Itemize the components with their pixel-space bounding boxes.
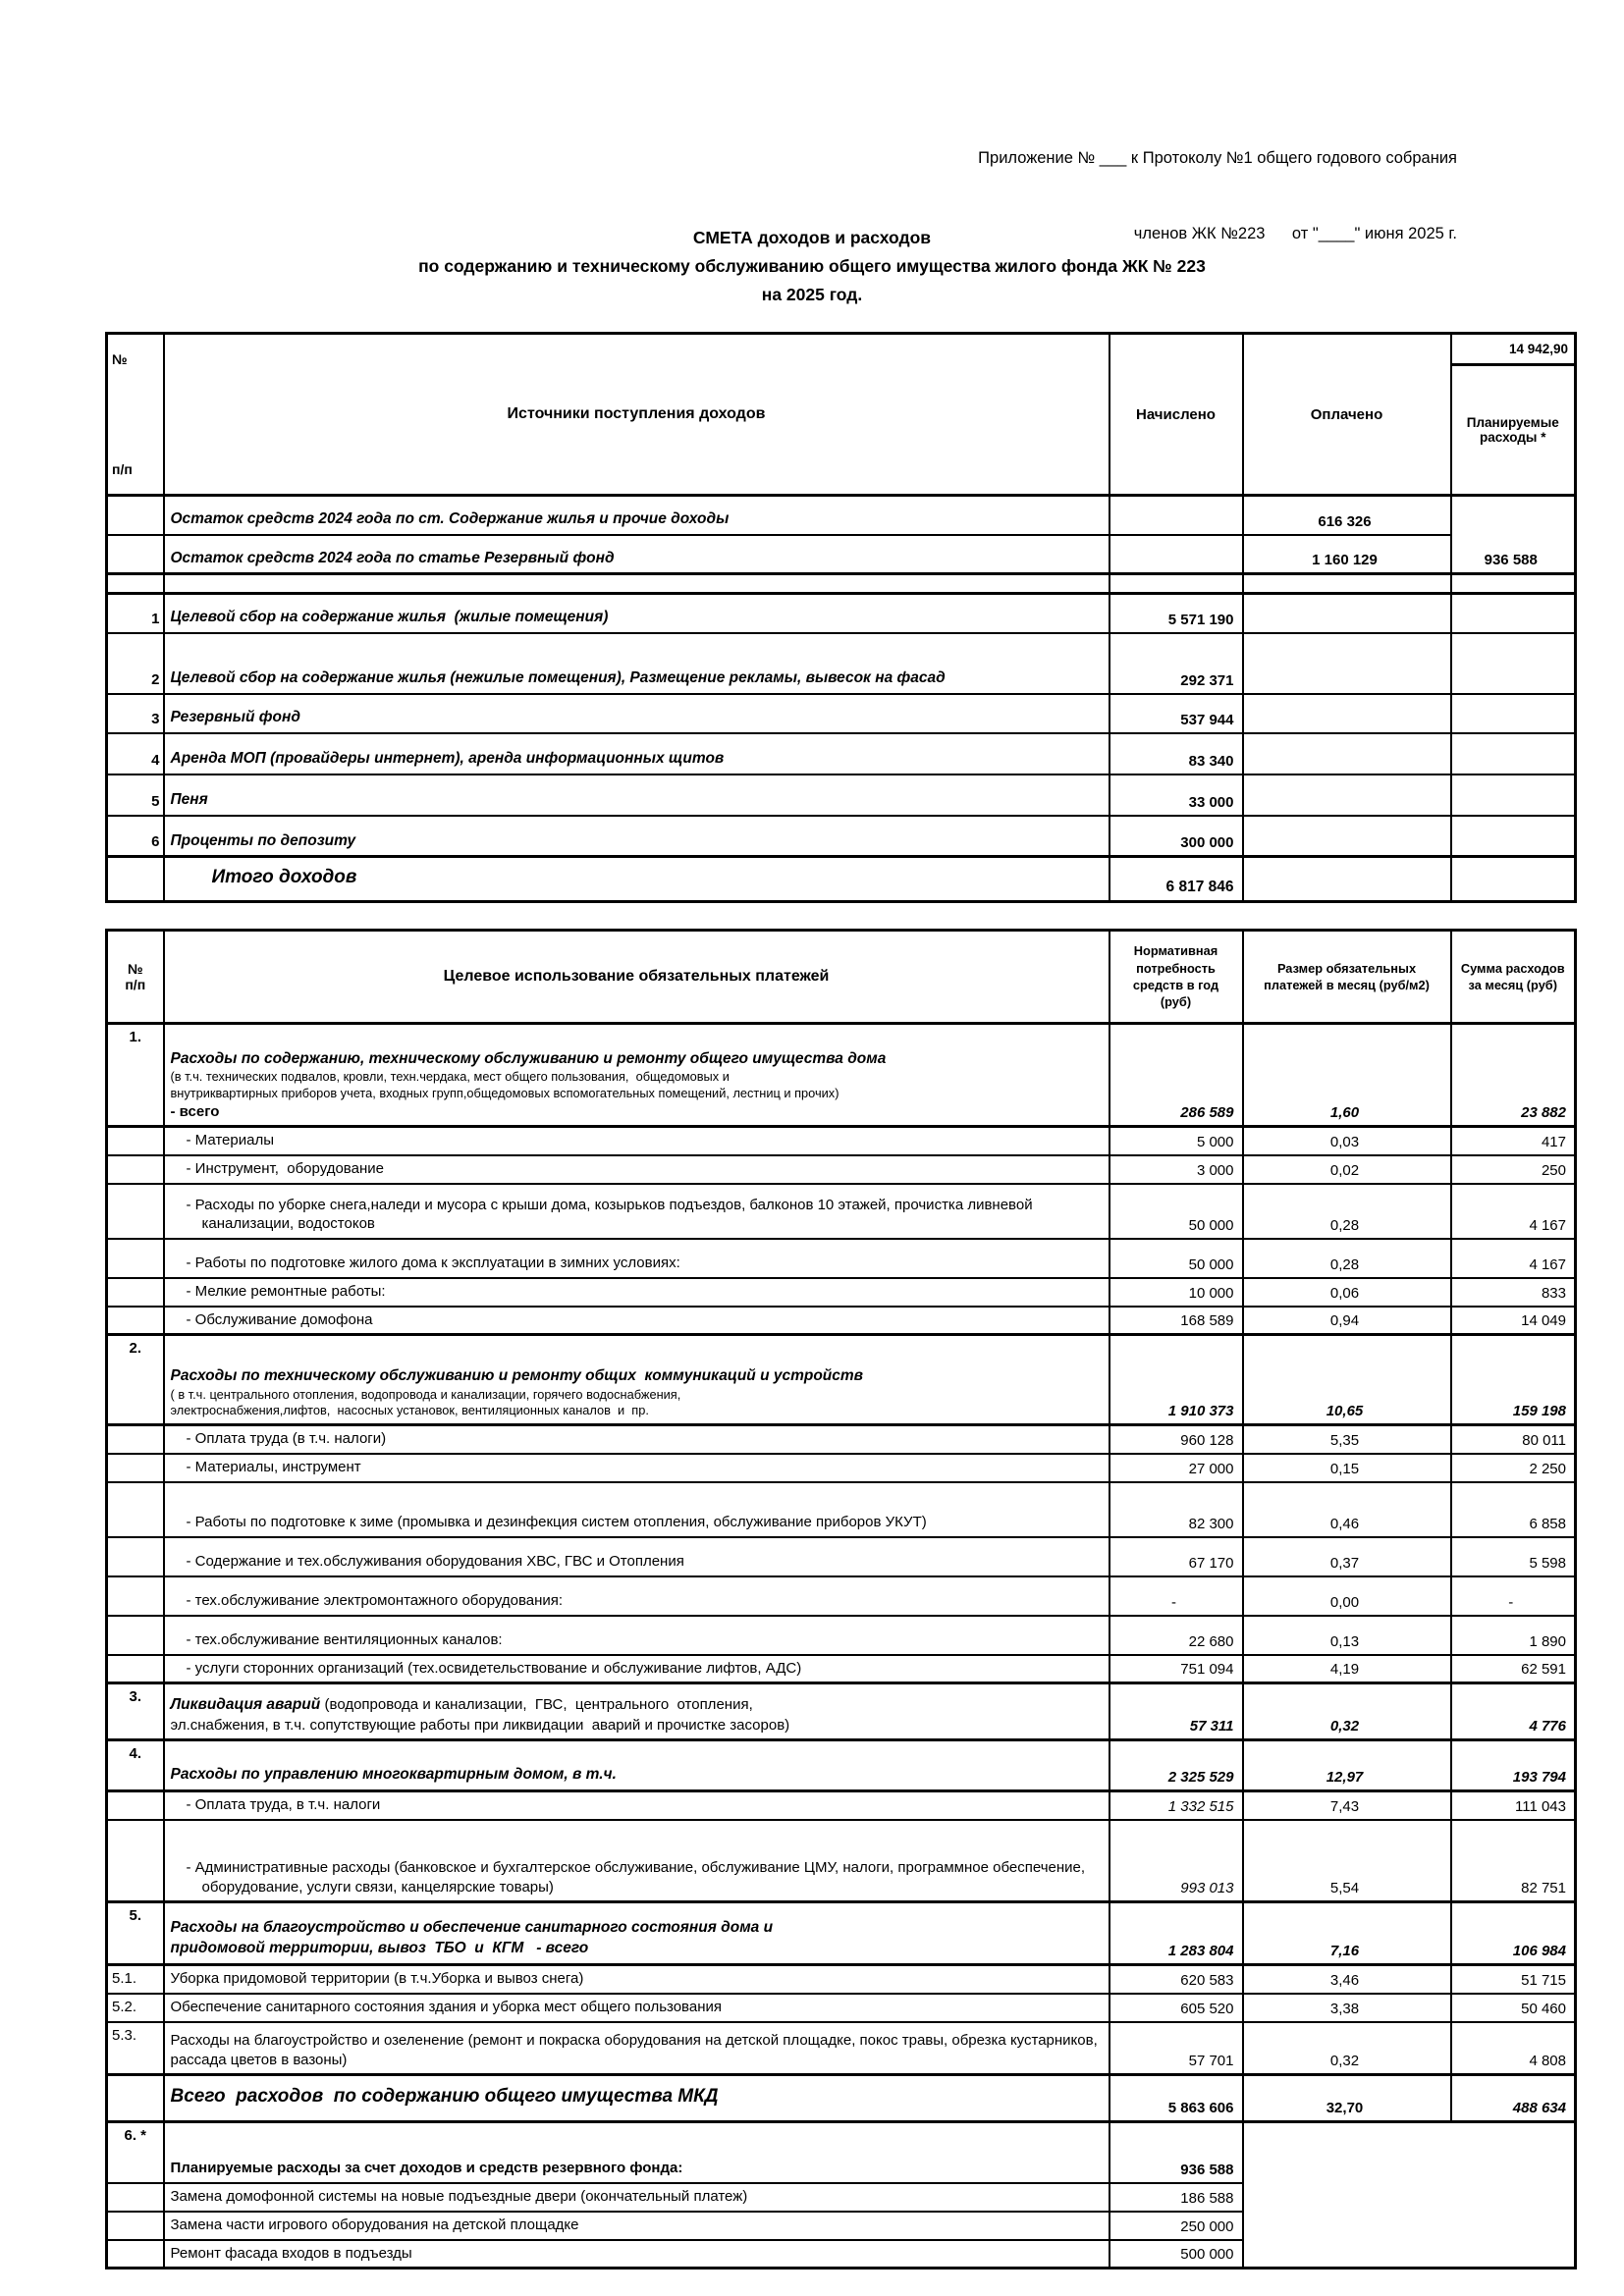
cell xyxy=(107,2212,164,2240)
expense-table-body xyxy=(107,1024,1576,2269)
income-row-4 xyxy=(107,733,1576,774)
cell xyxy=(1451,733,1576,774)
cell xyxy=(1110,535,1243,574)
cell xyxy=(1243,694,1451,733)
cell xyxy=(1110,496,1243,535)
cell: Целевой сбор на содержание жилья (нежилые помещения), Размещение рекламы, вывесок на фасад xyxy=(164,633,1110,694)
income-col-paid-header: Оплачено xyxy=(1243,334,1451,496)
cell: 936 588 xyxy=(1451,496,1576,574)
cell xyxy=(107,535,164,574)
cell xyxy=(1451,857,1576,902)
cell: 1 890 xyxy=(1451,1616,1576,1655)
cell xyxy=(107,1537,164,1576)
cell: 417 xyxy=(1451,1127,1576,1155)
table-row xyxy=(107,1454,1576,1482)
cell: 1 xyxy=(107,594,164,633)
cell: 1 332 515 xyxy=(1110,1791,1243,1820)
cell: 62 591 xyxy=(1451,1655,1576,1683)
cell: 1 910 373 xyxy=(1110,1335,1243,1425)
cell: 10,65 xyxy=(1243,1335,1451,1425)
cell xyxy=(107,2075,164,2122)
cell: 936 588 xyxy=(1110,2122,1243,2183)
cell xyxy=(107,1655,164,1683)
cell: 6. * xyxy=(107,2122,164,2183)
cell: 27 000 xyxy=(1110,1454,1243,1482)
cell xyxy=(164,1024,1110,1127)
cell xyxy=(1451,774,1576,816)
cell: 5 xyxy=(107,774,164,816)
cell: Остаток средств 2024 года по ст. Содержание жилья и прочие доходы xyxy=(164,496,1110,535)
table-row xyxy=(107,2183,1576,2212)
cell: 4 xyxy=(107,733,164,774)
cell: 168 589 xyxy=(1110,1307,1243,1335)
cell: 67 170 xyxy=(1110,1537,1243,1576)
expense-total-row xyxy=(107,2075,1576,2122)
table-row xyxy=(107,1307,1576,1335)
cell: 5,35 xyxy=(1243,1425,1451,1454)
income-table xyxy=(105,332,1577,903)
income-table-body xyxy=(107,496,1576,902)
cell: 0,28 xyxy=(1243,1184,1451,1239)
income-row-3 xyxy=(107,694,1576,733)
cell: Проценты по депозиту xyxy=(164,816,1110,857)
cell: 106 984 xyxy=(1451,1902,1576,1965)
cell: 250 000 xyxy=(1110,2212,1243,2240)
cell xyxy=(1243,594,1451,633)
cell-text: Расходы по управлению многоквартирным домом, в т.ч. xyxy=(170,1766,617,1784)
cell xyxy=(1243,574,1451,594)
cell: 111 043 xyxy=(1451,1791,1576,1820)
cell: - Мелкие ремонтные работы: xyxy=(164,1278,1110,1307)
cell xyxy=(107,2183,164,2212)
cell: 3,38 xyxy=(1243,1994,1451,2022)
table-row xyxy=(107,1820,1576,1902)
cell: Целевой сбор на содержание жилья (жилые помещения) xyxy=(164,594,1110,633)
cell: 616 326 xyxy=(1243,496,1451,535)
expense-sec4-row xyxy=(107,1740,1576,1791)
cell: - Инструмент, оборудование xyxy=(164,1155,1110,1184)
income-row-2 xyxy=(107,633,1576,694)
cell xyxy=(164,1683,1110,1740)
cell: Замена домофонной системы на новые подъездные двери (окончательный платеж) xyxy=(164,2183,1110,2212)
cell: Ремонт фасада входов в подъезды xyxy=(164,2240,1110,2269)
income-col-source-header: Источники поступления доходов xyxy=(164,334,1110,496)
table-row xyxy=(107,1127,1576,1155)
table-row xyxy=(107,1239,1576,1278)
cell xyxy=(107,1239,164,1278)
cell: 3 xyxy=(107,694,164,733)
cell: 5,54 xyxy=(1243,1820,1451,1902)
cell: - Работы по подготовке к зиме (промывка и дезинфекция систем отопления, обслуживание приборов УКУТ) xyxy=(164,1482,1110,1537)
appendix-line2: членов ЖК №223 от "____" июня 2025 г. xyxy=(1133,224,1457,242)
cell: 751 094 xyxy=(1110,1655,1243,1683)
cell xyxy=(1243,633,1451,694)
cell xyxy=(1451,694,1576,733)
cell: 833 xyxy=(1451,1278,1576,1307)
title-line3: на 2025 год. xyxy=(761,284,863,304)
cell: - Работы по подготовке жилого дома к эксплуатации в зимних условиях: xyxy=(164,1239,1110,1278)
cell: 80 011 xyxy=(1451,1425,1576,1454)
cell xyxy=(107,1576,164,1616)
cell: - тех.обслуживание вентиляционных каналов: xyxy=(164,1616,1110,1655)
expense-col-rate-header: Размер обязательных платежей в месяц (руб/м2) xyxy=(1243,931,1451,1024)
cell: 1 283 804 xyxy=(1110,1902,1243,1965)
income-col-planned-header: Планируемые расходы * xyxy=(1451,364,1576,495)
cell: 1. xyxy=(107,1024,164,1127)
cell: 83 340 xyxy=(1110,733,1243,774)
cell: 3. xyxy=(107,1683,164,1740)
cell: 4,19 xyxy=(1243,1655,1451,1683)
cell: 50 000 xyxy=(1110,1239,1243,1278)
cell: 0,32 xyxy=(1243,2022,1451,2075)
cell: 193 794 xyxy=(1451,1740,1576,1791)
cell: 300 000 xyxy=(1110,816,1243,857)
cell xyxy=(107,857,164,902)
cell: 12,97 xyxy=(1243,1740,1451,1791)
cell: 5. xyxy=(107,1902,164,1965)
cell-text: (в т.ч. технических подвалов, кровли, техн.чердака, мест общего пользования, общедомовых и внутриквартирных приборов учета, входных групп,общедомовых вспомогательных помещений, лестниц и прочих) xyxy=(170,1069,839,1100)
cell xyxy=(1243,2122,1451,2183)
cell: 292 371 xyxy=(1110,633,1243,694)
cell xyxy=(1451,2183,1576,2212)
income-row-balance-reserve xyxy=(107,535,1576,574)
cell: 0,94 xyxy=(1243,1307,1451,1335)
cell: 5.2. xyxy=(107,1994,164,2022)
table-row xyxy=(107,1616,1576,1655)
document-title xyxy=(0,224,1624,309)
cell: 6 xyxy=(107,816,164,857)
cell: 7,43 xyxy=(1243,1791,1451,1820)
cell: 4 808 xyxy=(1451,2022,1576,2075)
cell: - Обслуживание домофона xyxy=(164,1307,1110,1335)
table-row xyxy=(107,1155,1576,1184)
cell: Пеня xyxy=(164,774,1110,816)
cell xyxy=(1451,2240,1576,2269)
cell: 33 000 xyxy=(1110,774,1243,816)
expense-header-row xyxy=(107,931,1576,1024)
cell-text: - всего xyxy=(170,1102,220,1120)
income-row-1 xyxy=(107,594,1576,633)
table-row xyxy=(107,1791,1576,1820)
cell xyxy=(1243,857,1451,902)
cell xyxy=(107,1127,164,1155)
cell: 0,28 xyxy=(1243,1239,1451,1278)
num-header-bottom: п/п xyxy=(112,461,133,477)
cell: - тех.обслуживание электромонтажного оборудования: xyxy=(164,1576,1110,1616)
cell xyxy=(107,2240,164,2269)
cell xyxy=(107,1482,164,1537)
cell: Остаток средств 2024 года по статье Резервный фонд xyxy=(164,535,1110,574)
cell: 0,00 xyxy=(1243,1576,1451,1616)
cell: Расходы на благоустройство и озеленение (ремонт и покраска оборудования на детской площадке, покос травы, обрезка кустарников, рассада цветов в вазоны) xyxy=(164,2022,1110,2075)
cell: - xyxy=(1451,1576,1576,1616)
cell: 4 776 xyxy=(1451,1683,1576,1740)
cell: 5 598 xyxy=(1451,1537,1576,1576)
cell: 0,37 xyxy=(1243,1537,1451,1576)
cell: - Оплата труда, в т.ч. налоги xyxy=(164,1791,1110,1820)
cell: 6 817 846 xyxy=(1110,857,1243,902)
title-line2: по содержанию и техническому обслуживанию общего имущества жилого фонда ЖК № 223 xyxy=(418,255,1206,276)
cell: 4. xyxy=(107,1740,164,1791)
cell-text: Расходы по техническому обслуживанию и ремонту общих коммуникаций и устройств xyxy=(170,1367,864,1385)
cell: - услуги сторонних организаций (тех.освидетельствование и обслуживание лифтов, АДС) xyxy=(164,1655,1110,1683)
income-row-6 xyxy=(107,816,1576,857)
table-row xyxy=(107,1278,1576,1307)
cell xyxy=(1243,816,1451,857)
cell: 2. xyxy=(107,1335,164,1425)
cell: 5.1. xyxy=(107,1965,164,1994)
cell: 0,13 xyxy=(1243,1616,1451,1655)
cell xyxy=(164,1335,1110,1425)
appendix-line1: Приложение № ___ к Протоколу №1 общего годового собрания xyxy=(978,149,1457,168)
cell: 605 520 xyxy=(1110,1994,1243,2022)
cell: 6 858 xyxy=(1451,1482,1576,1537)
tables-area xyxy=(105,332,1574,2269)
cell xyxy=(1451,574,1576,594)
cell: Обеспечение санитарного состояния здания и уборка мест общего пользования xyxy=(164,1994,1110,2022)
cell: 250 xyxy=(1451,1155,1576,1184)
cell xyxy=(1451,2212,1576,2240)
income-spacer-row xyxy=(107,574,1576,594)
expense-col-purpose-header: Целевое использование обязательных платежей xyxy=(164,931,1110,1024)
income-planned-corner-value: 14 942,90 xyxy=(1451,334,1576,365)
cell xyxy=(164,1740,1110,1791)
cell: 3 000 xyxy=(1110,1155,1243,1184)
cell xyxy=(107,1616,164,1655)
cell-text: ( в т.ч. центрального отопления, водопровода и канализации, горячего водоснабжения, электроснабжения,лифтов, насосных установок, вентиляционных каналов и пр. xyxy=(170,1386,681,1418)
cell: 5.3. xyxy=(107,2022,164,2075)
cell: 82 300 xyxy=(1110,1482,1243,1537)
cell: 0,15 xyxy=(1243,1454,1451,1482)
cell xyxy=(164,1902,1110,1965)
cell xyxy=(107,1454,164,1482)
table-row xyxy=(107,1425,1576,1454)
table-row xyxy=(107,1184,1576,1239)
cell: 5 571 190 xyxy=(1110,594,1243,633)
cell xyxy=(1243,2212,1451,2240)
cell: - Административные расходы (банковское и бухгалтерское обслуживание, обслуживание ЦМУ, налоги, программное обеспечение, оборудование, услуги связи, канцелярские товары) xyxy=(164,1820,1110,1902)
num-header-top: № xyxy=(112,351,128,367)
income-header-row-top xyxy=(107,334,1576,365)
cell xyxy=(107,1425,164,1454)
table-row xyxy=(107,2212,1576,2240)
cell-text: Ликвидация аварий xyxy=(170,1696,325,1714)
cell: 7,16 xyxy=(1243,1902,1451,1965)
cell: 2 250 xyxy=(1451,1454,1576,1482)
expense-table xyxy=(105,929,1577,2269)
expense-sec3-row xyxy=(107,1683,1576,1740)
table-row xyxy=(107,2022,1576,2075)
cell: 4 167 xyxy=(1451,1184,1576,1239)
cell: 4 167 xyxy=(1451,1239,1576,1278)
cell xyxy=(1451,594,1576,633)
cell xyxy=(107,1278,164,1307)
cell: - Материалы, инструмент xyxy=(164,1454,1110,1482)
cell: 500 000 xyxy=(1110,2240,1243,2269)
expense-sec2-row xyxy=(107,1335,1576,1425)
cell: 5 863 606 xyxy=(1110,2075,1243,2122)
cell: - Материалы xyxy=(164,1127,1110,1155)
cell-text: Расходы на благоустройство и обеспечение санитарного состояния дома и придомовой территории, вывоз ТБО и КГМ - всего xyxy=(170,1918,774,1957)
cell: 14 049 xyxy=(1451,1307,1576,1335)
cell: 0,06 xyxy=(1243,1278,1451,1307)
cell xyxy=(1451,816,1576,857)
cell: 10 000 xyxy=(1110,1278,1243,1307)
cell: Замена части игрового оборудования на детской площадке xyxy=(164,2212,1110,2240)
cell: 186 588 xyxy=(1110,2183,1243,2212)
cell: - Оплата труда (в т.ч. налоги) xyxy=(164,1425,1110,1454)
cell: 1 160 129 xyxy=(1243,535,1451,574)
cell xyxy=(107,574,164,594)
cell: 22 680 xyxy=(1110,1616,1243,1655)
income-row-5 xyxy=(107,774,1576,816)
cell: Уборка придомовой территории (в т.ч.Уборка и вывоз снега) xyxy=(164,1965,1110,1994)
cell-text: Расходы по содержанию, техническому обслуживанию и ремонту общего имущества дома xyxy=(170,1049,887,1067)
cell: 286 589 xyxy=(1110,1024,1243,1127)
cell: Итого доходов xyxy=(164,857,1110,902)
cell: - Расходы по уборке снега,наледи и мусора с крыши дома, козырьков подъездов, балконов 10 этажей, прочистка ливневой канализации, водостоков xyxy=(164,1184,1110,1239)
cell: 57 701 xyxy=(1110,2022,1243,2075)
table-row xyxy=(107,1537,1576,1576)
income-row-balance-housing xyxy=(107,496,1576,535)
cell: - xyxy=(1110,1576,1243,1616)
cell: 1,60 xyxy=(1243,1024,1451,1127)
expense-col-monthly-header: Сумма расходов за месяц (руб) xyxy=(1451,931,1576,1024)
income-total-row xyxy=(107,857,1576,902)
table-row xyxy=(107,1655,1576,1683)
cell xyxy=(107,1155,164,1184)
cell: - Содержание и тех.обслуживания оборудования ХВС, ГВС и Отопления xyxy=(164,1537,1110,1576)
cell xyxy=(164,574,1110,594)
cell: 3,46 xyxy=(1243,1965,1451,1994)
cell: 0,02 xyxy=(1243,1155,1451,1184)
cell: 23 882 xyxy=(1451,1024,1576,1127)
cell: 0,03 xyxy=(1243,1127,1451,1155)
cell: 50 000 xyxy=(1110,1184,1243,1239)
cell: 0,46 xyxy=(1243,1482,1451,1537)
table-row xyxy=(107,1965,1576,1994)
cell: 620 583 xyxy=(1110,1965,1243,1994)
cell xyxy=(107,1307,164,1335)
table-row xyxy=(107,2240,1576,2269)
expense-sec1-row xyxy=(107,1024,1576,1127)
cell: 2 xyxy=(107,633,164,694)
income-col-num-header xyxy=(107,334,164,496)
cell: 2 325 529 xyxy=(1110,1740,1243,1791)
cell: Резервный фонд xyxy=(164,694,1110,733)
cell xyxy=(1451,2122,1576,2183)
table-row xyxy=(107,1482,1576,1537)
income-col-accrued-header: Начислено xyxy=(1110,334,1243,496)
expense-col-norm-header: Нормативная потребность средств в год (руб) xyxy=(1110,931,1243,1024)
cell: 50 460 xyxy=(1451,1994,1576,2022)
expense-planned-head-row xyxy=(107,2122,1576,2183)
cell: 5 000 xyxy=(1110,1127,1243,1155)
cell xyxy=(1243,2183,1451,2212)
cell xyxy=(1451,633,1576,694)
expense-col-num-header: № п/п xyxy=(107,931,164,1024)
table-row xyxy=(107,1994,1576,2022)
cell: 32,70 xyxy=(1243,2075,1451,2122)
expense-sec5-row xyxy=(107,1902,1576,1965)
cell xyxy=(1243,733,1451,774)
cell xyxy=(107,1184,164,1239)
title-line1: СМЕТА доходов и расходов xyxy=(692,228,932,247)
cell: Всего расходов по содержанию общего имущества МКД xyxy=(164,2075,1110,2122)
cell-text: (водопровода и канализации, ГВС, центрального отопления, эл.снабжения, в т.ч. сопутствующие работы при ликвидации аварий и прочистке засоров) xyxy=(170,1696,790,1734)
cell: 488 634 xyxy=(1451,2075,1576,2122)
table-row xyxy=(107,1576,1576,1616)
cell: 960 128 xyxy=(1110,1425,1243,1454)
cell xyxy=(1243,2240,1451,2269)
cell xyxy=(107,1791,164,1820)
cell: 159 198 xyxy=(1451,1335,1576,1425)
cell xyxy=(1110,574,1243,594)
cell: 57 311 xyxy=(1110,1683,1243,1740)
cell: 537 944 xyxy=(1110,694,1243,733)
cell: 993 013 xyxy=(1110,1820,1243,1902)
cell: Планируемые расходы за счет доходов и средств резервного фонда: xyxy=(164,2122,1110,2183)
cell xyxy=(107,1820,164,1902)
cell: Аренда МОП (провайдеры интернет), аренда информационных щитов xyxy=(164,733,1110,774)
cell xyxy=(1243,774,1451,816)
cell: 51 715 xyxy=(1451,1965,1576,1994)
cell: 0,32 xyxy=(1243,1683,1451,1740)
cell xyxy=(107,496,164,535)
cell: 82 751 xyxy=(1451,1820,1576,1902)
